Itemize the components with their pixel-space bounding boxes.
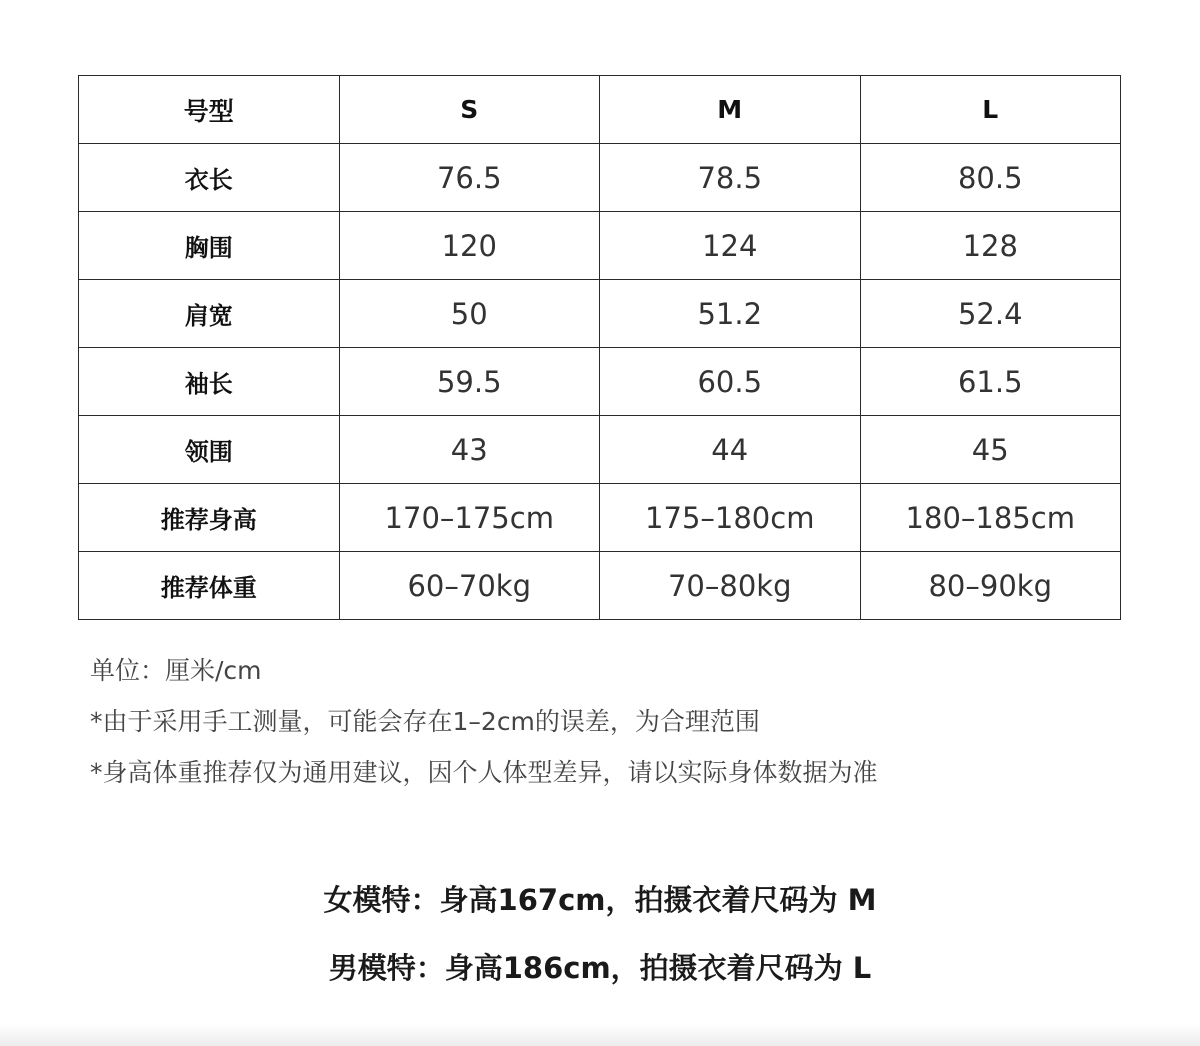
bottom-edge-shade (0, 1024, 1200, 1046)
header-size-m: M (600, 76, 861, 144)
row-label: 推荐体重 (79, 552, 340, 620)
table-row (79, 212, 1121, 280)
notes-section (90, 652, 1090, 805)
cell-value: 80–90kg (860, 552, 1121, 620)
cell-value: 50 (339, 280, 600, 348)
male-model-info: 男模特：身高186cm，拍摄衣着尺码为 L (328, 951, 872, 985)
row-label: 肩宽 (79, 280, 340, 348)
header-size-s: S (339, 76, 600, 144)
table-row (79, 484, 1121, 552)
cell-value: 51.2 (600, 280, 861, 348)
cell-value: 70–80kg (600, 552, 861, 620)
table-row (79, 348, 1121, 416)
female-model-info: 女模特：身高167cm，拍摄衣着尺码为 M (323, 883, 877, 917)
size-chart-table (78, 75, 1121, 620)
table-row (79, 280, 1121, 348)
cell-value: 61.5 (860, 348, 1121, 416)
row-label: 胸围 (79, 212, 340, 280)
cell-value: 52.4 (860, 280, 1121, 348)
table-header-row (79, 76, 1121, 144)
cell-value: 44 (600, 416, 861, 484)
row-label: 衣长 (79, 144, 340, 212)
cell-value: 78.5 (600, 144, 861, 212)
cell-value: 124 (600, 212, 861, 280)
cell-value: 45 (860, 416, 1121, 484)
cell-value: 170–175cm (339, 484, 600, 552)
model-info-section (0, 876, 1200, 1012)
cell-value: 80.5 (860, 144, 1121, 212)
cell-value: 60–70kg (339, 552, 600, 620)
cell-value: 60.5 (600, 348, 861, 416)
table-row (79, 552, 1121, 620)
header-size-l: L (860, 76, 1121, 144)
cell-value: 59.5 (339, 348, 600, 416)
unit-note: 单位：厘米/cm (90, 656, 262, 685)
cell-value: 180–185cm (860, 484, 1121, 552)
cell-value: 175–180cm (600, 484, 861, 552)
header-label: 号型 (79, 76, 340, 144)
cell-value: 43 (339, 416, 600, 484)
error-note: *由于采用手工测量，可能会存在1–2cm的误差，为合理范围 (90, 707, 760, 736)
table-row (79, 416, 1121, 484)
row-label: 领围 (79, 416, 340, 484)
cell-value: 128 (860, 212, 1121, 280)
cell-value: 120 (339, 212, 600, 280)
row-label: 推荐身高 (79, 484, 340, 552)
row-label: 袖长 (79, 348, 340, 416)
cell-value: 76.5 (339, 144, 600, 212)
table-row (79, 144, 1121, 212)
recommend-note: *身高体重推荐仅为通用建议，因个人体型差异，请以实际身体数据为准 (90, 758, 878, 787)
